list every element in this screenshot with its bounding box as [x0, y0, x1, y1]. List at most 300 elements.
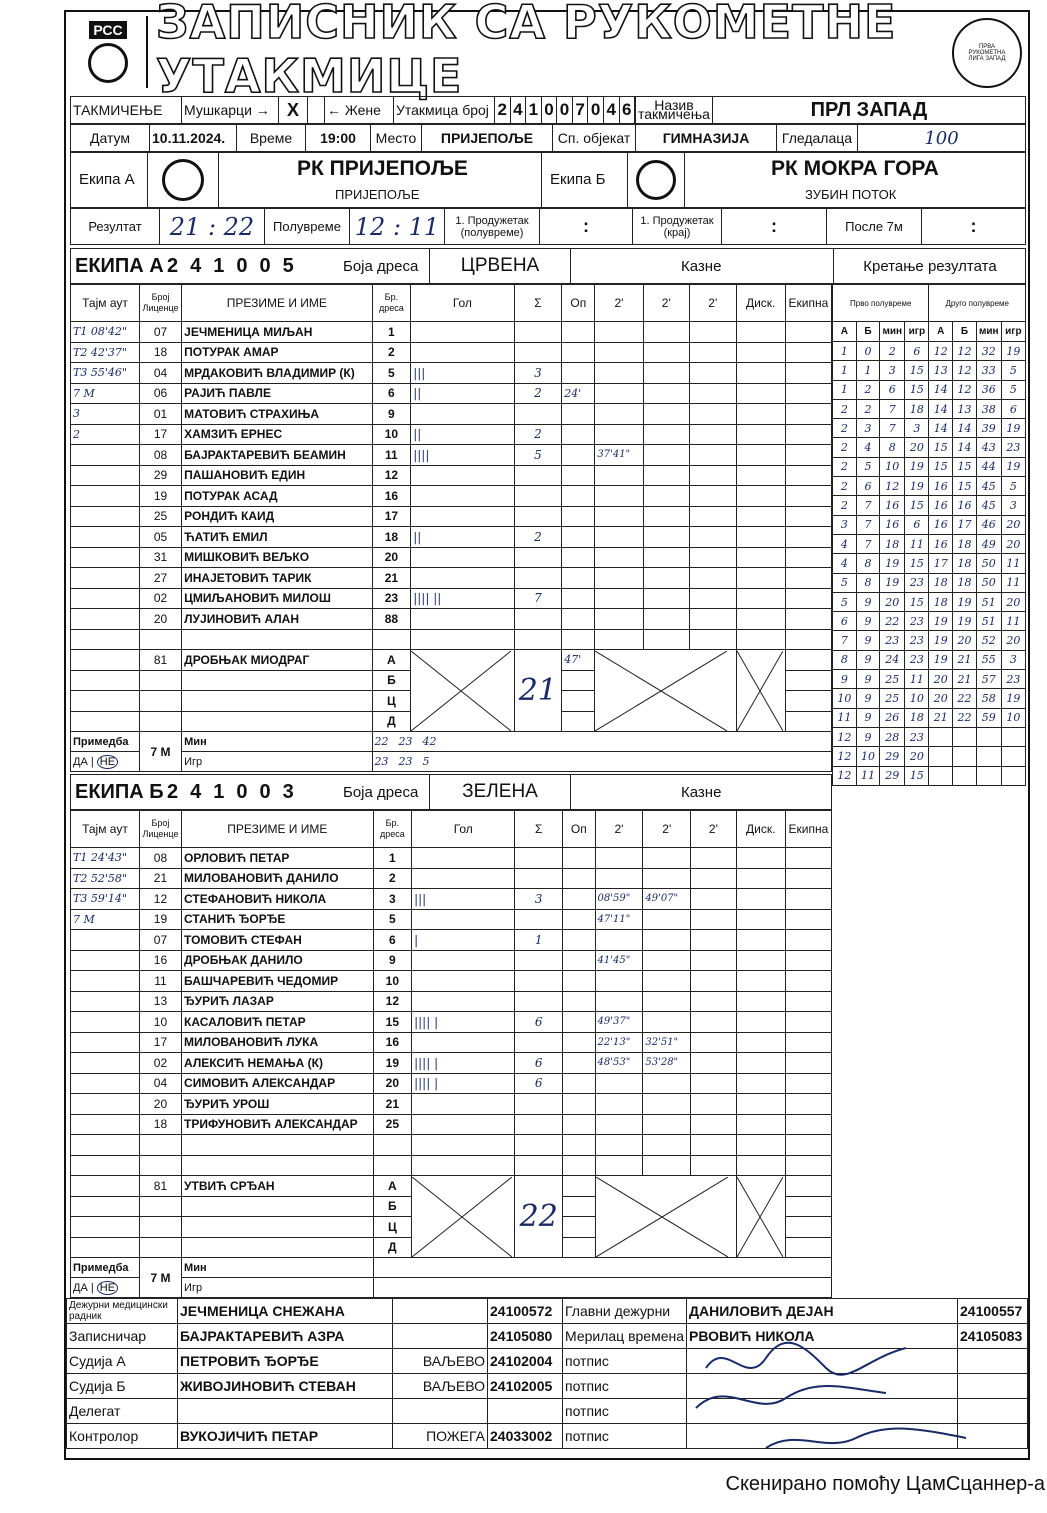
blank-cell	[308, 97, 325, 124]
goal-tally	[412, 1114, 515, 1135]
goal-tally: |||| |	[412, 1053, 515, 1074]
penalty-2	[643, 383, 689, 404]
progress-cell: 10	[833, 689, 857, 708]
jersey-no: 12	[372, 465, 411, 486]
timeout-cell	[71, 1032, 140, 1053]
col-warn: Оп	[562, 285, 595, 322]
timeout-cell	[71, 1094, 140, 1115]
progress-cell: 1	[833, 342, 857, 361]
license-cell: 18	[139, 342, 181, 363]
team-b-block-label: ЕКИПА Б	[75, 781, 164, 803]
progress-cell: 2	[856, 399, 880, 418]
note-row	[71, 732, 832, 752]
progress-cell: 8	[880, 438, 905, 457]
penalty-1: 22'13"	[595, 1032, 643, 1053]
empty-cell	[691, 889, 736, 910]
progress-cell: 0	[856, 342, 880, 361]
progress-cell: 25	[880, 670, 905, 689]
result-table	[70, 208, 1026, 245]
license-cell: 29	[139, 465, 181, 486]
jersey-no	[373, 1135, 412, 1156]
goal-tally	[411, 322, 514, 343]
min-value: 22	[374, 735, 389, 748]
goal-sum	[514, 465, 562, 486]
progress-cell: 2	[833, 496, 857, 515]
progress-cell: 2	[880, 342, 905, 361]
progress-cell: 18	[929, 573, 953, 592]
goal-tally	[411, 342, 514, 363]
igr-value: 23	[374, 755, 389, 768]
warning-cell	[563, 1053, 595, 1074]
license-cell: 13	[139, 991, 181, 1012]
progress-cell: 23	[1001, 670, 1025, 689]
empty-cell	[785, 909, 831, 930]
empty-cell	[71, 1217, 140, 1238]
warning-cell	[562, 629, 595, 650]
progress-row	[833, 612, 1026, 631]
col-disq: Диск.	[736, 811, 785, 848]
jersey-no: 1	[373, 848, 412, 869]
goal-sum	[515, 950, 563, 971]
warning-cell	[562, 506, 595, 527]
player-name: ДРОБЊАК ДАНИЛО	[182, 950, 374, 971]
empty-cell	[785, 465, 831, 486]
progress-row	[833, 496, 1026, 515]
team-code-digit: 0	[236, 781, 248, 803]
progress-cell: 1	[856, 361, 880, 380]
empty-cell	[736, 588, 785, 609]
progress-cell: 7	[856, 534, 880, 553]
official-row	[71, 650, 832, 671]
footer-role: Судија А	[67, 1349, 178, 1374]
timeout-cell	[71, 588, 140, 609]
empty-cell	[690, 342, 736, 363]
official-disq-cross	[736, 650, 785, 732]
player-row	[71, 1094, 832, 1115]
progress-cell: 7	[880, 419, 905, 438]
date-label: Датум	[71, 125, 150, 152]
empty-cell	[785, 1012, 831, 1033]
venue-label: Сп. објекат	[553, 125, 636, 152]
warning-cell	[562, 465, 595, 486]
license-cell	[139, 1135, 181, 1156]
progress-cell: 20	[953, 631, 977, 650]
no-option[interactable]: НЕ	[97, 755, 118, 769]
license-cell: 27	[139, 568, 181, 589]
player-name: МАТОВИЋ СТРАХИЊА	[182, 404, 372, 425]
empty-cell	[736, 383, 785, 404]
penalty-2	[643, 445, 689, 466]
progress-cell: 13	[953, 399, 977, 418]
player-name: ТРИФУНОВИЋ АЛЕКСАНДАР	[182, 1114, 374, 1135]
progress-cell	[976, 727, 1001, 746]
empty-cell	[691, 1135, 736, 1156]
progress-cell: 18	[953, 573, 977, 592]
progress-cell: 9	[856, 670, 880, 689]
footer-role-2: потпис	[563, 1424, 687, 1449]
footer-role-2: потпис	[563, 1349, 687, 1374]
progress-cell: 6	[856, 477, 880, 496]
official-name: УТВИЋ СРЂАН	[182, 1176, 374, 1197]
warning-cell	[562, 342, 595, 363]
progress-cell: 10	[1001, 708, 1025, 727]
empty-cell	[785, 650, 831, 671]
empty-cell	[736, 1053, 785, 1074]
player-row	[71, 868, 832, 889]
goal-tally	[411, 609, 514, 630]
progress-cell: 11	[1001, 612, 1025, 631]
jersey-no: 1	[372, 322, 411, 343]
penalty-2	[643, 424, 689, 445]
progress-cell: 32	[976, 342, 1001, 361]
progress-cell: 12	[953, 342, 977, 361]
league-logo	[952, 18, 1022, 88]
penalty-1	[595, 868, 643, 889]
goal-sum	[514, 322, 562, 343]
empty-cell	[736, 1135, 785, 1156]
empty-cell	[736, 486, 785, 507]
comp-name: ПРЛ ЗАПАД	[712, 97, 1025, 124]
progress-row	[833, 670, 1026, 689]
official-goal-cross	[412, 1176, 515, 1258]
official-license	[139, 670, 181, 691]
footer-role: Дежурни медицински радник	[67, 1299, 178, 1324]
player-name: МРДАКОВИЋ ВЛАДИМИР (К)	[182, 363, 372, 384]
player-name: ПАШАНОВИЋ ЕДИН	[182, 465, 372, 486]
match-no-digit: 0	[557, 97, 573, 123]
timeout-cell	[71, 465, 140, 486]
half-label: Полувреме	[265, 209, 350, 245]
team-total: 21	[514, 650, 562, 732]
empty-cell	[736, 889, 785, 910]
empty-cell	[691, 930, 736, 951]
warning-cell	[563, 1135, 595, 1156]
goal-sum: 6	[515, 1012, 563, 1033]
penalty-1	[595, 342, 643, 363]
empty-cell	[736, 848, 785, 869]
col-timeout: Тајм аут	[71, 285, 140, 322]
footer-city	[393, 1299, 488, 1324]
player-name: МИШКОВИЋ ВЕЉКО	[182, 547, 372, 568]
player-name: ПОТУРАК АСАД	[182, 486, 372, 507]
empty-cell	[785, 848, 831, 869]
warning-cell	[562, 527, 595, 548]
jersey-no: 21	[372, 568, 411, 589]
penalty-1	[595, 971, 643, 992]
footer-role: Делегат	[67, 1399, 178, 1424]
jersey-no: 19	[373, 1053, 412, 1074]
goal-sum	[514, 609, 562, 630]
official-warning	[563, 1196, 595, 1217]
goal-tally: |||| |	[412, 1073, 515, 1094]
player-name: БАШЧАРЕВИЋ ЧЕДОМИР	[182, 971, 374, 992]
progress-cell: 11	[1001, 573, 1025, 592]
timeout-cell: T3 55'46"	[71, 363, 140, 384]
footer-id: 24100572	[488, 1299, 563, 1324]
timeout-cell	[71, 1012, 140, 1033]
score-progress-grid	[832, 284, 1026, 786]
jersey-no: 12	[373, 991, 412, 1012]
progress-cell: 39	[976, 419, 1001, 438]
progress-col-a: А	[929, 322, 953, 342]
empty-cell	[690, 465, 736, 486]
progress-cell: 11	[856, 766, 880, 785]
progress-cell: 12	[953, 380, 977, 399]
goal-tally: ||	[411, 424, 514, 445]
progress-cell: 29	[880, 766, 905, 785]
min-values	[373, 1258, 831, 1278]
empty-cell	[785, 527, 831, 548]
penalty-2	[643, 1012, 691, 1033]
official-role: Ц	[372, 691, 411, 712]
warning-cell	[563, 1032, 595, 1053]
progress-cell: 2	[833, 399, 857, 418]
progress-cell: 17	[953, 515, 977, 534]
goal-sum: 3	[514, 363, 562, 384]
official-penalty-cross	[595, 1176, 736, 1258]
player-row	[71, 404, 832, 425]
empty-cell	[691, 991, 736, 1012]
progress-cell: 46	[976, 515, 1001, 534]
empty-cell	[736, 1032, 785, 1053]
penalty-1	[595, 1155, 643, 1176]
footer-row	[67, 1299, 1028, 1324]
progress-cell: 50	[976, 554, 1001, 573]
progress-cell	[929, 747, 953, 766]
team-code-digit: 5	[282, 255, 294, 277]
timeout-cell: 2	[71, 424, 140, 445]
penalty-1: 49'37"	[595, 1012, 643, 1033]
igr-value: 5	[422, 755, 430, 768]
seven-m-label: 7 М	[139, 732, 181, 772]
empty-cell	[785, 588, 831, 609]
team-b-code	[167, 781, 294, 804]
empty-cell	[736, 424, 785, 445]
progress-cell: 15	[929, 457, 953, 476]
player-name: ЈЕЧМЕНИЦА МИЉАН	[182, 322, 372, 343]
col-m3: 2'	[690, 285, 736, 322]
progress-cell: 5	[1001, 477, 1025, 496]
progress-cell: 9	[856, 727, 880, 746]
seven-m-label: 7 М	[139, 1258, 181, 1298]
progress-cell: 43	[976, 438, 1001, 457]
report-title: ЗАПИСНИК СА РУКОМЕТНЕ УТАКМИЦЕ	[156, 0, 897, 103]
jersey-no	[373, 1155, 412, 1176]
empty-cell	[785, 1155, 831, 1176]
time-value: 19:00	[306, 125, 371, 152]
license-cell: 02	[139, 588, 181, 609]
progress-col-min: мин	[880, 322, 905, 342]
progress-cell: 9	[856, 708, 880, 727]
penalty-2	[643, 342, 689, 363]
goal-tally: |	[412, 930, 515, 951]
progress-row	[833, 399, 1026, 418]
goal-tally	[412, 909, 515, 930]
footer-id: 24102004	[488, 1349, 563, 1374]
penalty-1	[595, 991, 643, 1012]
footer-city	[393, 1399, 488, 1424]
penalty-2	[643, 1094, 691, 1115]
progress-cell: 12	[833, 727, 857, 746]
player-name: ТОМОВИЋ СТЕФАН	[182, 930, 374, 951]
progress-cell: 23	[905, 631, 929, 650]
empty-cell	[785, 930, 831, 951]
goal-tally	[412, 868, 515, 889]
progress-row	[833, 689, 1026, 708]
license-cell: 08	[139, 445, 181, 466]
penalty-1	[595, 486, 643, 507]
official-role: Ц	[373, 1217, 412, 1238]
player-name: СТЕФАНОВИЋ НИКОЛА	[182, 889, 374, 910]
rss-logo-text: РСС	[89, 21, 126, 39]
progress-cell: 10	[856, 747, 880, 766]
penalty-2	[643, 1155, 691, 1176]
progress-cell: 19	[953, 612, 977, 631]
goal-tally	[411, 568, 514, 589]
official-role: А	[372, 650, 411, 671]
player-name	[182, 1135, 374, 1156]
progress-cell: 9	[856, 650, 880, 669]
yes-option[interactable]: ДА	[73, 1281, 88, 1294]
progress-cell: 22	[880, 612, 905, 631]
official-license	[139, 1217, 181, 1238]
player-row	[71, 1135, 832, 1156]
igr-values	[373, 1278, 831, 1298]
penalty-2	[643, 486, 689, 507]
player-row	[71, 465, 832, 486]
progress-cell: 19	[880, 573, 905, 592]
progress-cell: 10	[905, 689, 929, 708]
warning-cell: 24'	[562, 383, 595, 404]
progress-cell	[953, 766, 977, 785]
progress-cell: 8	[856, 573, 880, 592]
penalty-2	[643, 465, 689, 486]
progress-cell: 15	[905, 554, 929, 573]
jersey-no: 10	[372, 424, 411, 445]
progress-row	[833, 592, 1026, 611]
empty-cell	[691, 909, 736, 930]
goal-sum: 3	[515, 889, 563, 910]
team-code-digit: 0	[259, 255, 271, 277]
progress-cell: 51	[976, 592, 1001, 611]
goal-sum	[515, 909, 563, 930]
empty-cell	[71, 650, 140, 671]
empty-cell	[736, 506, 785, 527]
no-option[interactable]: НЕ	[97, 1281, 118, 1295]
player-name	[182, 1155, 374, 1176]
match-no-digit: 6	[620, 97, 636, 123]
time-label: Време	[237, 125, 306, 152]
note-label: Примедба	[71, 732, 140, 752]
penalty-1: 37'41"	[595, 445, 643, 466]
progress-cell: 13	[929, 361, 953, 380]
goal-sum: 7	[514, 588, 562, 609]
goal-sum	[515, 1135, 563, 1156]
license-cell: 07	[139, 930, 181, 951]
match-no-digit: 1	[526, 97, 542, 123]
empty-cell	[691, 848, 736, 869]
yes-option[interactable]: ДА	[73, 755, 88, 768]
footer-name: ВУКОЈИЧИЋ ПЕТАР	[178, 1424, 393, 1449]
goal-sum	[515, 991, 563, 1012]
progress-row	[833, 554, 1026, 573]
footer-id: 24102005	[488, 1374, 563, 1399]
progress-cell: 16	[929, 515, 953, 534]
match-no-digit: 4	[604, 97, 620, 123]
progress-cell: 18	[929, 592, 953, 611]
footer-city	[393, 1324, 488, 1349]
team-a-jersey: ЦРВЕНА	[429, 249, 571, 283]
player-name: ПОТУРАК АМАР	[182, 342, 372, 363]
penalty-2	[643, 568, 689, 589]
progress-col-b: Б	[953, 322, 977, 342]
progress-cell: 15	[905, 766, 929, 785]
col-goal: Гол	[411, 285, 514, 322]
progress-cell	[976, 766, 1001, 785]
col-m1: 2'	[595, 811, 643, 848]
official-warning	[563, 1176, 595, 1197]
empty-cell	[785, 547, 831, 568]
footer-role-2: потпис	[563, 1399, 687, 1424]
progress-cell: 19	[905, 477, 929, 496]
footer-name: ПЕТРОВИЋ ЂОРЂЕ	[178, 1349, 393, 1374]
ot1-value: :	[540, 209, 633, 245]
timeout-cell	[71, 1073, 140, 1094]
team-a-jersey-label: Боја дреса	[343, 258, 419, 275]
note-label: Примедба	[71, 1258, 140, 1278]
empty-cell	[690, 322, 736, 343]
match-no-digit: 4	[511, 97, 527, 123]
col-m1: 2'	[595, 285, 643, 322]
penalty-1	[595, 848, 643, 869]
penalty-2: 49'07"	[643, 889, 691, 910]
empty-cell	[785, 1196, 831, 1217]
progress-cell: 15	[905, 496, 929, 515]
jersey-no: 16	[373, 1032, 412, 1053]
jersey-no: 6	[372, 383, 411, 404]
progress-cell: 15	[929, 438, 953, 457]
progress-cell: 3	[856, 419, 880, 438]
empty-cell	[785, 670, 831, 691]
penalty-1	[595, 1094, 643, 1115]
timeout-cell	[71, 1053, 140, 1074]
empty-cell	[785, 383, 831, 404]
progress-cell: 19	[929, 612, 953, 631]
col-team: Екипна	[785, 285, 831, 322]
official-name: ДРОБЊАК МИОДРАГ	[182, 650, 372, 671]
progress-col-min: мин	[976, 322, 1001, 342]
progress-cell: 19	[929, 631, 953, 650]
progress-cell: 18	[953, 534, 977, 553]
progress-row	[833, 766, 1026, 785]
license-cell	[139, 629, 181, 650]
timeout-cell: T2 52'58"	[71, 868, 140, 889]
progress-cell: 22	[953, 689, 977, 708]
goal-sum	[515, 1155, 563, 1176]
empty-cell	[690, 609, 736, 630]
penalty-2	[643, 950, 691, 971]
empty-cell	[785, 424, 831, 445]
empty-cell	[736, 445, 785, 466]
progress-cell: 19	[1001, 689, 1025, 708]
jersey-no	[372, 629, 411, 650]
player-name: АЛЕКСИЋ НЕМАЊА (К)	[182, 1053, 374, 1074]
goal-tally	[411, 547, 514, 568]
ot1-label: 1. Продужетак (полувреме)	[445, 209, 540, 245]
license-cell: 25	[139, 506, 181, 527]
progress-row	[833, 419, 1026, 438]
empty-cell	[785, 404, 831, 425]
